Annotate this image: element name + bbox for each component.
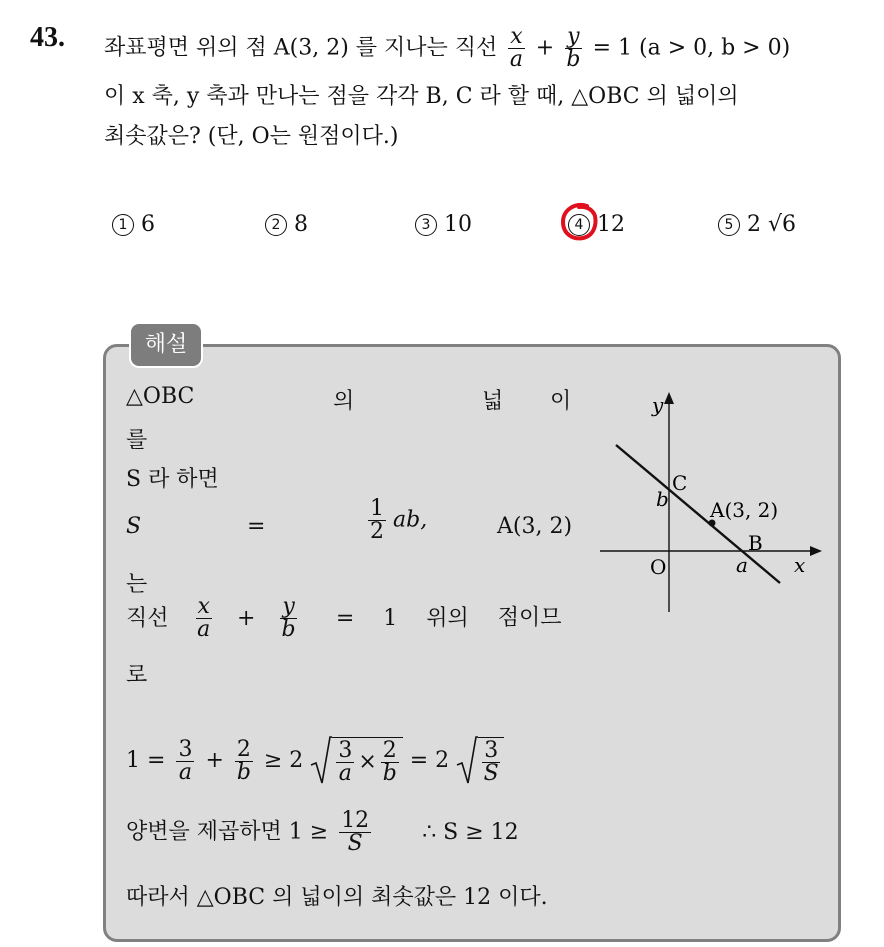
x-axis-arrow-icon	[810, 546, 822, 556]
sol-line-4a: S	[126, 514, 142, 539]
choice-4[interactable]: 4 12	[568, 212, 625, 237]
solution-tag: 해설	[129, 322, 203, 368]
sol-line-4-frac: $\frac{1}{2}$ ab,	[370, 496, 428, 544]
sol-line-1a: △OBC	[126, 384, 195, 409]
choice-3[interactable]: 3 10	[415, 212, 472, 237]
question-line-1	[104, 26, 790, 71]
sol-line-4b: =	[247, 514, 266, 539]
origin-label: O	[650, 555, 667, 579]
sol-line-6: 직선 $\frac{x}{a}$ + $\frac{y}{b}$ = 1 위의 점이므	[126, 594, 562, 642]
sqrt-product: $\frac{3}{a}$ × $\frac{2}{b}$	[310, 735, 402, 787]
line-graph	[596, 388, 828, 616]
fraction-x-over-a: $\frac{x}{a}$	[509, 24, 524, 72]
equation-rhs: = 1 (a > 0, b > 0)	[592, 35, 791, 61]
choice-2[interactable]: 2 8	[265, 212, 308, 237]
sol-line-7: 로	[126, 663, 148, 688]
sol-line-4d: A(3, 2)	[497, 514, 573, 539]
sqrt-3-over-s: $\frac{3}{S}$	[456, 735, 504, 787]
sol-line-1d: 이	[550, 389, 572, 414]
choice-5[interactable]: 5 2 √6	[718, 212, 796, 237]
question-line-3: 최솟값은? (단, O는 원점이다.)	[104, 124, 399, 149]
sol-line-10: 따라서 △OBC 의 넓이의 최솟값은 12 이다.	[126, 885, 548, 910]
choice-marker: 4	[568, 214, 590, 236]
answer-mark-icon	[557, 200, 601, 244]
sol-line-5: 는	[126, 572, 148, 597]
question-number: 43.	[30, 22, 65, 53]
sol-line-9: 양변을 제곱하면 1 ≥ $\frac{12}{S}$ ∴ S ≥ 12	[126, 808, 519, 856]
point-a-label: A(3, 2)	[710, 498, 779, 522]
x-axis-label: x	[794, 553, 806, 577]
choice-marker: 1	[112, 214, 134, 236]
sol-line-3: S 라 하면	[126, 467, 219, 492]
y-axis-arrow-icon	[664, 392, 674, 404]
question-text: 좌표평면 위의 점 A(3, 2) 를 지나는 직선	[104, 35, 498, 61]
sol-line-2: 를	[126, 428, 148, 453]
choice-1[interactable]: 1 6	[112, 212, 155, 237]
point-c-label: C	[672, 471, 688, 495]
sol-line-1b: 의	[333, 389, 355, 414]
plus-sign: +	[535, 35, 555, 61]
choice-marker: 2	[265, 214, 287, 236]
sol-line-8: 1 = $\frac{3}{a}$ + $\frac{2}{b}$ ≥ 2 $\frac{3}{a}$ × $\frac{2}{b}$ = 2 $\frac{3}{S}$	[126, 735, 504, 787]
point-b-label: B	[748, 531, 763, 555]
b-intercept-label: b	[656, 487, 669, 511]
y-axis-label: y	[652, 393, 664, 417]
choice-marker: 5	[718, 214, 740, 236]
question-line-2: 이 x 축, y 축과 만나는 점을 각각 B, C 라 할 때, △OBC 의 넓이의	[104, 84, 739, 109]
choice-marker: 3	[415, 214, 437, 236]
sol-line-1c: 넓	[482, 389, 504, 414]
a-intercept-label: a	[736, 553, 748, 577]
fraction-y-over-b: $\frac{y}{b}$	[566, 24, 581, 72]
